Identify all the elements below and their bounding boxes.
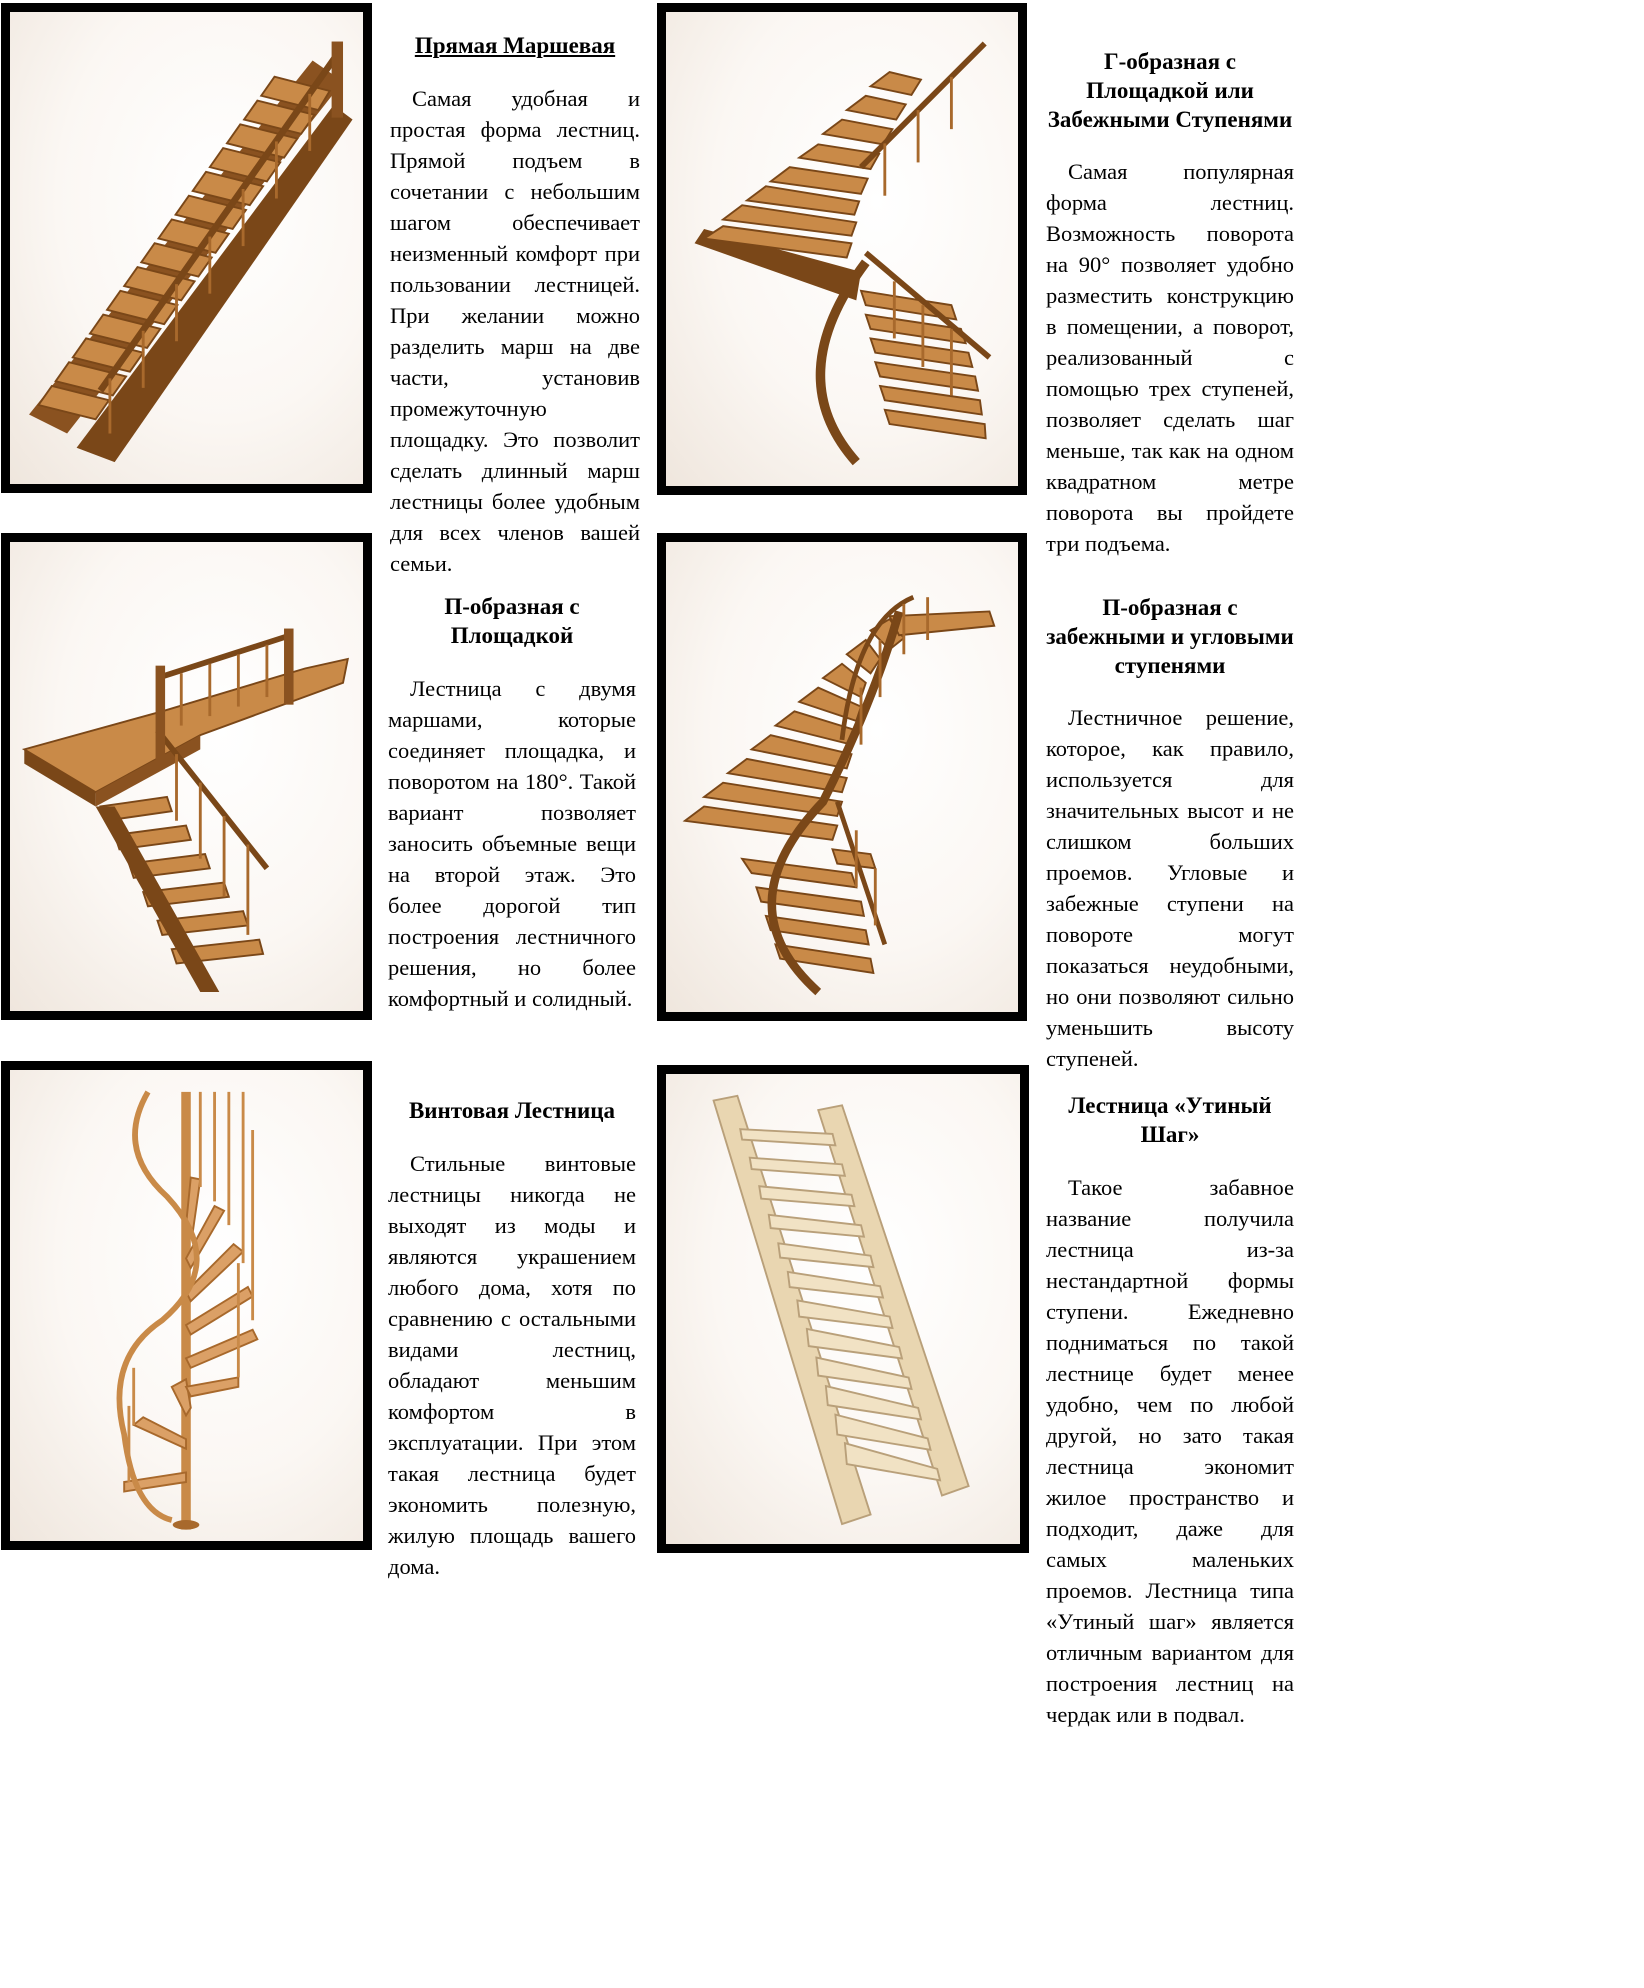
staircase-image-l-shaped: [657, 3, 1027, 495]
section-spiral: [388, 1097, 636, 1582]
section-text: Самая популярная форма лестниц. Возможность поворота на 90° позволяет удобно разместить конструкцию в помещении, а поворот, реализованный с помощью трех ступеней, позволяет сделать шаг меньше, так как на одном квадратном метре поворота вы пройдете три подъема.: [1046, 159, 1294, 557]
section-u-shaped-winders: [1046, 594, 1294, 1074]
section-l-shaped: [1046, 48, 1294, 559]
section-title: П-образная с Площадкой: [444, 594, 580, 648]
section-text: Лестница с двумя маршами, которые соединяет площадка, и поворотом на 180°. Такой вариант позволяет заносить объемные вещи на второй этаж. Это более дорогой тип построения лестничного решения, но более комфортный и солидный.: [388, 675, 636, 1011]
section-title: Лестница «Утиный Шаг»: [1068, 1093, 1272, 1147]
duck-step-staircase-illustration: [666, 1074, 1020, 1544]
u-shaped-landing-staircase-illustration: [10, 542, 363, 1011]
section-title: Прямая Маршевая: [414, 33, 616, 58]
l-shaped-staircase-illustration: [666, 12, 1018, 486]
section-text: Самая удобная и простая форма лестниц. Прямой подъем в сочетании с небольшим шагом обеспечивает неизменный комфорт при пользовании лестницей. При желании можно разделить марш на две части, установив промежуточную площадку. Это позволит сделать длинный марш лестницы более удобным для всех членов вашей семьи.: [390, 85, 640, 576]
section-text: Стильные винтовые лестницы никогда не выходят из моды и являются украшением любого дома, хотя по сравнению с остальными видами лестниц, обладают меньшим комфортом в эксплуатации. При этом такая лестница будет экономить полезную, жилую площадь вашего дома.: [388, 1150, 636, 1579]
section-text: Лестничное решение, которое, как правило, используется для значительных высот и не слишком больших проемов. Угловые и забежные ступени на повороте могут показаться неудобными, но они позволяют сильно уменьшить высоту ступеней.: [1046, 705, 1294, 1072]
staircase-image-duck-step: [657, 1065, 1029, 1553]
section-title: Винтовая Лестница: [408, 1098, 616, 1123]
section-duck-step: [1046, 1092, 1294, 1730]
staircase-image-u-shaped-landing: [1, 533, 372, 1020]
section-u-shaped-landing: [388, 593, 636, 1014]
straight-staircase-illustration: [10, 12, 363, 484]
section-title: Г-образная с Площадкой или Забежными Ступенями: [1047, 49, 1293, 132]
section-straight: [390, 32, 640, 579]
spiral-staircase-illustration: [10, 1070, 363, 1541]
staircase-image-u-shaped-winders: [657, 533, 1027, 1021]
staircase-image-spiral: [1, 1061, 372, 1550]
section-text: Такое забавное название получила лестница из-за нестандартной формы ступени. Ежедневно подниматься по такой лестнице будет менее удобно, чем по любой другой, но зато такая лестница экономит жилое пространство и подходит, даже для самых маленьких проемов. Лестница типа «Утиный шаг» является отличным вариантом для построения лестниц на чердак или в подвал.: [1046, 1174, 1294, 1727]
section-title: П-образная с забежными и угловыми ступенями: [1046, 595, 1294, 678]
staircase-image-straight: [1, 3, 372, 493]
u-shaped-winders-staircase-illustration: [666, 542, 1018, 1012]
